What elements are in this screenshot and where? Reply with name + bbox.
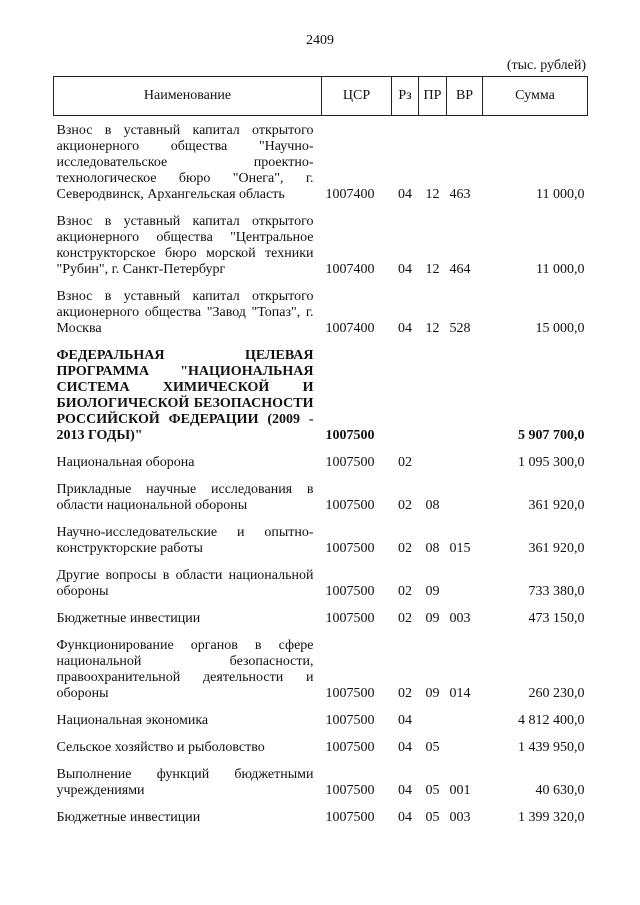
- row-rz: 04: [398, 321, 412, 336]
- row-name: ФЕДЕРАЛЬНАЯ ЦЕЛЕВАЯ ПРОГРАММА "НАЦИОНАЛЬНАЯ СИСТЕМА ХИМИЧЕСКОЙ И БИОЛОГИЧЕСКОЙ БЕЗОПАСНОСТИ РОССИЙСКОЙ ФЕДЕРАЦИИ (2009 - 2013 ГОДЫ)": [56, 348, 314, 443]
- table-row: [54, 207, 588, 282]
- row-name: Функционирование органов в сфере национальной безопасности, правоохранительной деятельности и обороны: [56, 638, 314, 701]
- row-vr: 463: [449, 187, 471, 202]
- row-pr: 08: [425, 541, 440, 556]
- row-vr: [447, 475, 483, 518]
- row-rz: 04: [398, 783, 412, 798]
- table-row: [54, 631, 588, 706]
- row-vr: [447, 341, 483, 448]
- row-name: Научно-исследовательские и опытно-конструкторские работы: [56, 525, 314, 556]
- row-vr: [447, 733, 483, 760]
- header-pr: ПР: [419, 77, 447, 116]
- table-row: [54, 116, 588, 208]
- row-sum: 260 230,0: [528, 686, 585, 701]
- row-pr: [419, 448, 447, 475]
- row-csr: 1007500: [325, 783, 375, 798]
- row-csr: 1007500: [325, 584, 375, 599]
- row-name: Взнос в уставный капитал открытого акционерного общества "Центральное конструкторское бюро морской техники "Рубин", г. Санкт-Петербург: [56, 214, 314, 277]
- row-vr: 003: [449, 810, 471, 825]
- row-vr: 001: [449, 783, 471, 798]
- row-pr: [419, 341, 447, 448]
- budget-table: [53, 76, 588, 830]
- row-rz: 04: [398, 262, 412, 277]
- table-row: [54, 803, 588, 830]
- table-row: [54, 706, 588, 733]
- header-rz: Рз: [392, 77, 419, 116]
- row-sum: 5 907 700,0: [518, 428, 585, 443]
- row-rz: 02: [398, 498, 412, 513]
- row-sum: 361 920,0: [528, 541, 585, 556]
- table-row: [54, 448, 588, 475]
- row-csr: 1007500: [325, 810, 375, 825]
- row-rz: 02: [398, 686, 412, 701]
- row-sum: 40 630,0: [535, 783, 585, 798]
- row-rz: 02: [398, 584, 412, 599]
- table-row: [54, 518, 588, 561]
- row-pr: 09: [425, 611, 440, 626]
- row-rz: [392, 341, 419, 448]
- row-sum: 733 380,0: [528, 584, 585, 599]
- row-sum: 1 439 950,0: [518, 740, 585, 755]
- table-header-row: [54, 77, 588, 116]
- row-rz: 02: [398, 611, 412, 626]
- row-csr: 1007500: [325, 541, 375, 556]
- row-pr: 12: [425, 187, 440, 202]
- row-csr: 1007500: [325, 455, 375, 470]
- row-sum: 361 920,0: [528, 498, 585, 513]
- row-csr: 1007500: [325, 686, 375, 701]
- table-row: [54, 561, 588, 604]
- header-name: Наименование: [54, 77, 322, 116]
- row-sum: 473 150,0: [528, 611, 585, 626]
- row-name: Взнос в уставный капитал открытого акционерного общества "Научно-исследовательское проектно-технологическое бюро "Онега", г. Северодвинск, Архангельская область: [56, 123, 314, 202]
- row-sum: 11 000,0: [536, 187, 585, 202]
- row-pr: 05: [425, 783, 440, 798]
- row-name: Сельское хозяйство и рыболовство: [56, 740, 265, 755]
- row-vr: 014: [449, 686, 471, 701]
- row-csr: 1007400: [325, 321, 375, 336]
- header-vr: ВР: [447, 77, 483, 116]
- row-rz: 04: [398, 713, 412, 728]
- row-csr: 1007500: [325, 498, 375, 513]
- row-name: Бюджетные инвестиции: [56, 810, 201, 825]
- row-sum: 15 000,0: [535, 321, 585, 336]
- table-row-program: [54, 341, 588, 448]
- row-name: Национальная оборона: [56, 455, 195, 470]
- row-sum: 1 399 320,0: [518, 810, 585, 825]
- row-pr: 08: [425, 498, 440, 513]
- header-csr: ЦСР: [322, 77, 392, 116]
- row-rz: 02: [398, 455, 412, 470]
- row-name: Прикладные научные исследования в области национальной обороны: [56, 482, 314, 513]
- row-csr: 1007500: [325, 740, 375, 755]
- row-vr: 003: [449, 611, 471, 626]
- row-pr: 09: [425, 686, 440, 701]
- row-name: Другие вопросы в области национальной обороны: [56, 568, 314, 599]
- row-vr: [447, 561, 483, 604]
- row-csr: 1007400: [325, 262, 375, 277]
- row-pr: 12: [425, 262, 440, 277]
- header-sum: Сумма: [483, 77, 588, 116]
- row-rz: 02: [398, 541, 412, 556]
- row-rz: 04: [398, 187, 412, 202]
- row-pr: 05: [425, 740, 440, 755]
- row-pr: 12: [425, 321, 440, 336]
- row-csr: 1007500: [325, 713, 375, 728]
- row-vr: 528: [449, 321, 471, 336]
- row-sum: 11 000,0: [536, 262, 585, 277]
- row-name: Взнос в уставный капитал открытого акционерного общества "Завод "Топаз", г. Москва: [56, 289, 314, 336]
- row-vr: 015: [449, 541, 471, 556]
- table-row: [54, 760, 588, 803]
- table-row: [54, 282, 588, 341]
- row-csr: 1007500: [325, 611, 375, 626]
- row-csr: 1007500: [325, 428, 375, 443]
- row-vr: 464: [449, 262, 471, 277]
- row-vr: [447, 448, 483, 475]
- row-pr: 05: [425, 810, 440, 825]
- row-name: Национальная экономика: [56, 713, 209, 728]
- table-row: [54, 604, 588, 631]
- page-number: 2409: [306, 33, 334, 48]
- row-vr: [447, 706, 483, 733]
- row-name: Бюджетные инвестиции: [56, 611, 201, 626]
- row-rz: 04: [398, 740, 412, 755]
- row-pr: 09: [425, 584, 440, 599]
- row-name: Выполнение функций бюджетными учреждениями: [56, 767, 314, 798]
- row-sum: 4 812 400,0: [518, 713, 585, 728]
- table-row: [54, 475, 588, 518]
- table-row: [54, 733, 588, 760]
- row-rz: 04: [398, 810, 412, 825]
- row-sum: 1 095 300,0: [518, 455, 585, 470]
- row-csr: 1007400: [325, 187, 375, 202]
- units-label: (тыс. рублей): [506, 58, 586, 73]
- row-pr: [419, 706, 447, 733]
